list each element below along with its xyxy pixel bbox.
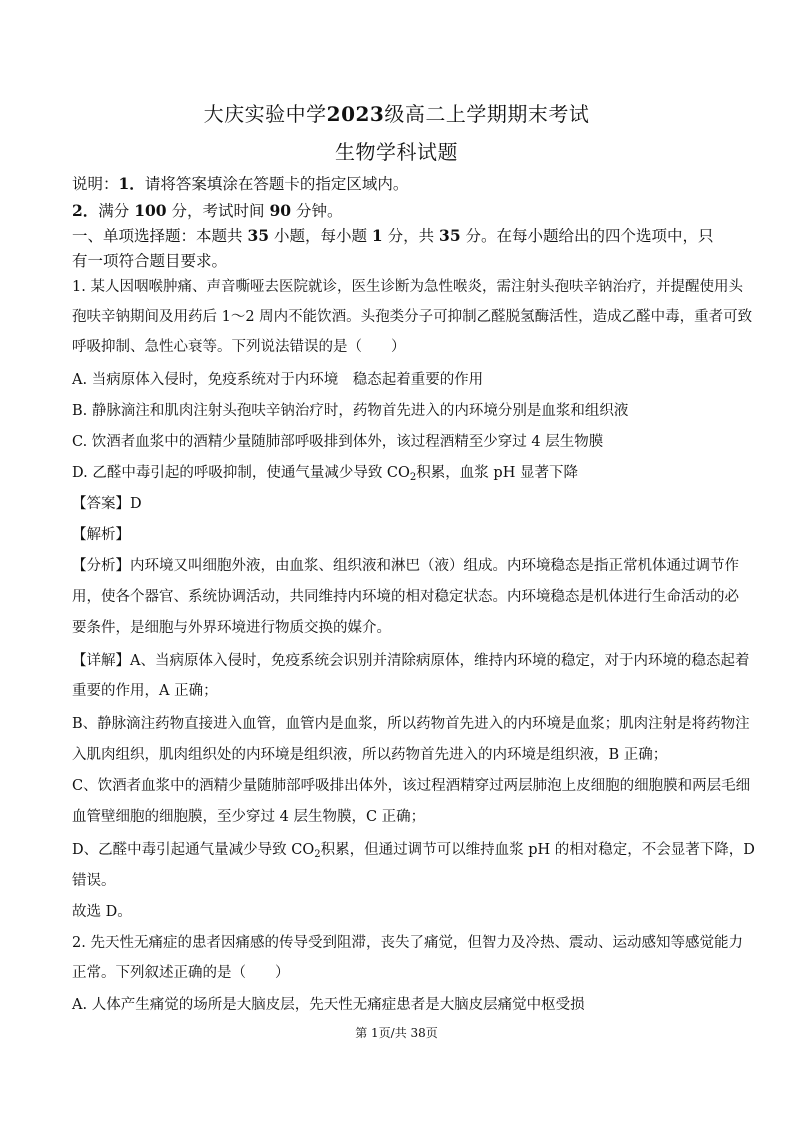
section-heading-line-1 — [72, 226, 714, 246]
q1-fenxi-line-3: 要条件，是细胞与外界环境进行物质交换的媒介。 — [72, 620, 391, 636]
detail-d-sub: 2 — [314, 849, 321, 860]
page-footer: 第 1页/共 38页 — [355, 1026, 438, 1040]
q1-fenxi-line-2: 用，使各个器官、系统协调活动，共同维持内环境的相对稳定状态。内环境稳态是机体进行生命活动的必 — [72, 589, 739, 605]
detail-d-pre: D、乙醛中毒引起通气量减少导致 CO — [72, 842, 315, 858]
section-total: 35 — [439, 226, 461, 245]
instructions-label: 说明： — [72, 175, 119, 193]
instructions-line-2 — [72, 201, 342, 221]
exam-subtitle: 生物学科试题 — [335, 140, 458, 164]
q1-option-d-sub: 2 — [409, 472, 417, 483]
instructions-time: 90 — [269, 201, 292, 220]
section-count: 35 — [247, 226, 270, 245]
detail-d-post: 积累，但通过调节可以维持血浆 pH 的相对稳定，不会显著下降，D — [320, 842, 755, 858]
q1-stem-line-2: 孢呋辛钠期间及用药后 1～2 周内不能饮酒。头孢类分子可抑制乙醛脱氢酶活性，造成乙醛中毒，重者可致 — [72, 309, 753, 325]
answer-label: 【答案】 — [72, 496, 130, 512]
q2-stem-line-1: 2. 先天性无痛症的患者因痛感的传导受到阻滞，丧失了痛觉，但智力及冷热、震动、运动感知等感觉能力 — [72, 935, 743, 951]
answer-value: D — [130, 496, 142, 512]
section-text-a: 一、单项选择题：本题共 — [72, 227, 248, 245]
q1-option-b: B. 静脉滴注和肌肉注射头孢呋辛钠治疗时，药物首先进入的内环境分别是血浆和组织液 — [72, 403, 629, 419]
section-heading-line-2: 有一项符合题目要求。 — [72, 252, 228, 270]
section-text-b: 小题，每小题 — [269, 227, 372, 245]
fenxi-label: 【分析】 — [72, 558, 130, 574]
q1-detail-b-line-1: B、静脉滴注药物直接进入血管，血管内是血浆，所以药物首先进入的内环境是血浆；肌肉注射是将药物注 — [72, 716, 750, 732]
instructions-item1-num: 1． — [118, 174, 145, 193]
q1-option-a: A. 当病原体入侵时，免疫系统对于内环境 稳态起着重要的作用 — [72, 372, 484, 388]
section-text-d: 分。在每小题给出的四个选项中，只 — [460, 227, 714, 245]
instructions-line-1 — [72, 174, 408, 194]
q1-conclusion: 故选 D。 — [72, 904, 132, 920]
fenxi-text-1: 内环境又叫细胞外液，由血浆、组织液和淋巴（液）组成。内环境稳态是指正常机体通过调节作 — [130, 558, 739, 574]
q1-detail-a-line-1 — [72, 651, 749, 671]
q1-option-d — [72, 463, 578, 488]
instructions-item2-post: 分钟。 — [291, 202, 343, 220]
q1-detail-b-line-2: 入肌肉组织，肌肉组织处的内环境是组织液，所以药物首先进入的内环境是组织液，B 正确； — [72, 747, 668, 763]
detail-label: 【详解】 — [72, 653, 130, 669]
instructions-item1-text: 请将答案填涂在答题卡的指定区域内。 — [144, 175, 409, 193]
q1-option-d-pre: D. 乙醛中毒引起的呼吸抑制，使通气量减少导致 CO — [72, 465, 410, 481]
detail-a-text-1: A、当病原体入侵时，免疫系统会识别并清除病原体，维持内环境的稳定，对于内环境的稳态起着 — [130, 653, 750, 669]
q1-answer — [72, 494, 142, 514]
q1-stem-line-1: 1. 某人因咽喉肿痛、声音嘶哑去医院就诊，医生诊断为急性喉炎，需注射头孢呋辛钠治疗，并提醒使用头 — [72, 279, 743, 295]
title-year: 2023 — [326, 102, 385, 126]
q1-detail-d-line-1 — [72, 840, 755, 865]
section-text-c: 分，共 — [382, 227, 440, 245]
q2-option-a: A. 人体产生痛觉的场所是大脑皮层，先天性无痛症患者是大脑皮层痛觉中枢受损 — [72, 997, 585, 1013]
exam-title — [0, 98, 793, 127]
instructions-score: 100 — [134, 201, 167, 220]
q1-option-c: C. 饮酒者血浆中的酒精少量随肺部呼吸排到体外，该过程酒精至少穿过 4 层生物膜 — [72, 434, 604, 450]
q1-detail-c-line-1: C、饮酒者血浆中的酒精少量随肺部呼吸排出体外，该过程酒精穿过两层肺泡上皮细胞的细胞膜和两层毛细 — [72, 778, 751, 794]
section-per: 1 — [371, 226, 383, 245]
title-school: 大庆实验中学 — [203, 102, 327, 126]
q1-option-d-post: 积累，血浆 pH 显著下降 — [416, 465, 578, 481]
title-suffix: 级高二上学期期末考试 — [384, 102, 590, 126]
instructions-item2-num: 2． — [72, 201, 99, 220]
q1-stem-line-3: 呼吸抑制、急性心衰等。下列说法错误的是（ ） — [72, 339, 406, 355]
q1-detail-c-line-2: 血管壁细胞的细胞膜，至少穿过 4 层生物膜，C 正确； — [72, 809, 426, 825]
instructions-item2-pre: 满分 — [98, 202, 135, 220]
q1-fenxi-line-1 — [72, 556, 739, 576]
q2-stem-line-2: 正常。下列叙述正确的是（ ） — [72, 965, 290, 981]
q1-analysis-label: 【解析】 — [72, 527, 130, 543]
instructions-item2-mid: 分，考试时间 — [166, 202, 270, 220]
q1-detail-d-line-2: 错误。 — [72, 873, 116, 889]
q1-detail-a-line-2: 重要的作用，A 正确； — [72, 683, 218, 699]
